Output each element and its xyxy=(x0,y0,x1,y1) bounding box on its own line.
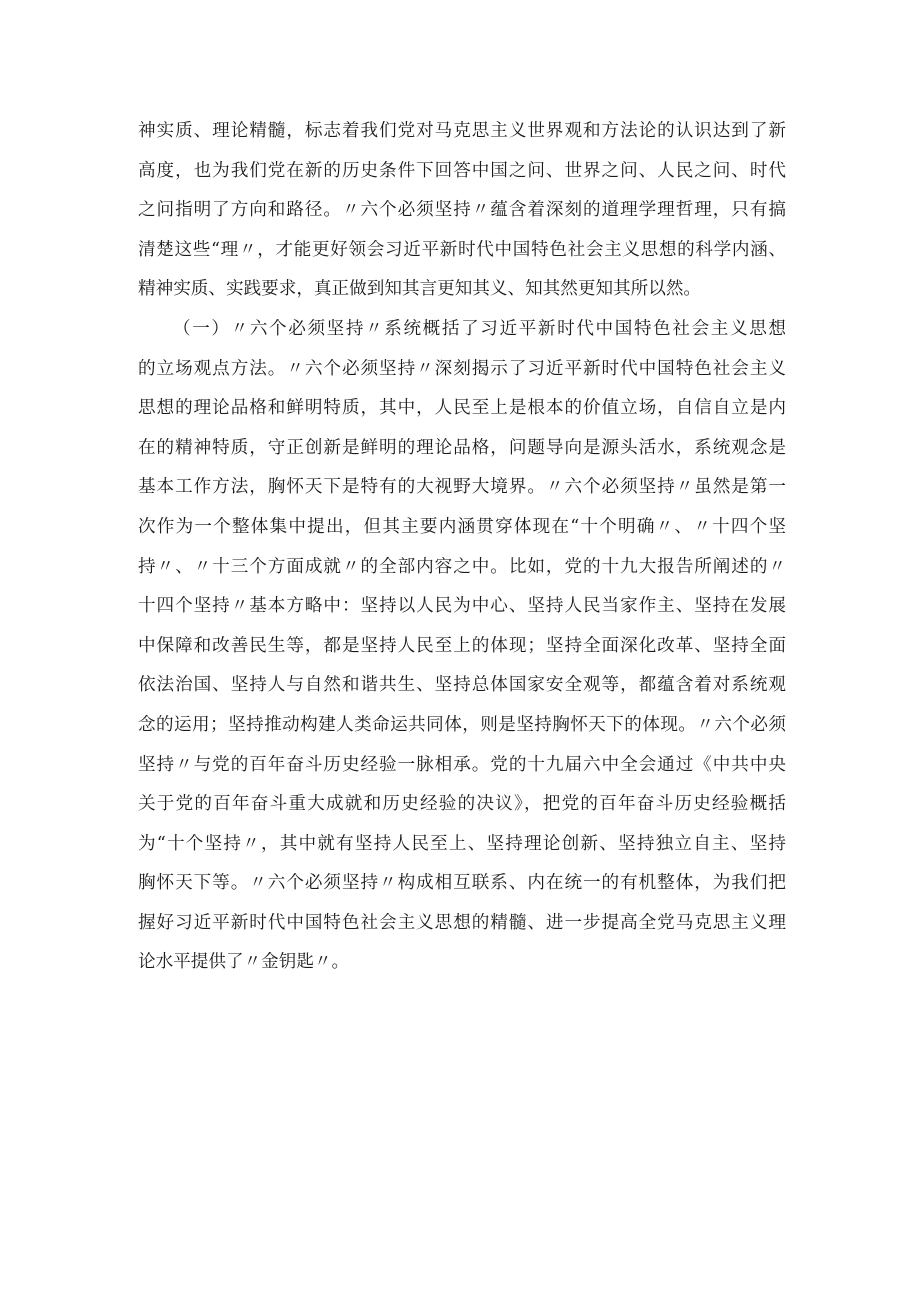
text-line: 念的运用；坚持推动构建人类命运共同体，则是坚持胸怀天下的体现。〃六个必须 xyxy=(138,714,786,735)
text-line: 依法治国、坚持人与自然和谐共生、坚持总体国家安全观等，都蕴含着对系统观 xyxy=(138,675,786,696)
text-line: 坚持〃与党的百年奋斗历史经验一脉相承。党的十九届六中全会通过《中共中央 xyxy=(138,754,786,775)
text-line: 在的精神特质，守正创新是鲜明的理论品格，问题导向是源头活水，系统观念是 xyxy=(138,437,786,458)
text-line: 持〃、〃十三个方面成就〃的全部内容之中。比如，党的十九大报告所阐述的〃 xyxy=(138,556,786,577)
text-line: （一）〃六个必须坚持〃系统概括了习近平新时代中国特色社会主义思想 xyxy=(173,318,786,339)
text-line: 握好习近平新时代中国特色社会主义思想的精髓、进一步提高全党马克思主义理 xyxy=(138,912,786,933)
text-line: 中保障和改善民生等，都是坚持人民至上的体现；坚持全面深化改革、坚持全面 xyxy=(138,635,786,656)
text-line: 高度，也为我们党在新的历史条件下回答中国之问、世界之问、人民之问、时代 xyxy=(138,160,786,181)
text-line: 基本工作方法，胸怀天下是特有的大视野大境界。〃六个必须坚持〃虽然是第一 xyxy=(138,477,786,498)
text-line: 之问指明了方向和路径。〃六个必须坚持〃蕴含着深刻的道理学理哲理，只有搞 xyxy=(138,200,786,221)
paragraph-1 xyxy=(138,112,786,310)
text-line: 为“十个坚持〃，其中就有坚持人民至上、坚持理论创新、坚持独立自主、坚持 xyxy=(138,833,786,854)
text-line: 胸怀天下等。〃六个必须坚持〃构成相互联系、内在统一的有机整体，为我们把 xyxy=(138,873,786,894)
text-line: 的立场观点方法。〃六个必须坚持〃深刻揭示了习近平新时代中国特色社会主义 xyxy=(138,358,786,379)
text-line: 关于党的百年奋斗重大成就和历史经验的决议》，把党的百年奋斗历史经验概括 xyxy=(138,794,786,815)
text-line: 论水平提供了〃金钥匙〃。 xyxy=(138,952,350,973)
text-line: 精神实质、实践要求，真正做到知其言更知其义、知其然更知其所以然。 xyxy=(138,279,702,300)
text-line: 神实质、理论精髓，标志着我们党对马克思主义世界观和方法论的认识达到了新 xyxy=(138,121,786,141)
body-text xyxy=(138,112,786,983)
text-line: 清楚这些“理〃，才能更好领会习近平新时代中国特色社会主义思想的科学内涵、 xyxy=(138,239,786,260)
paragraph-2 xyxy=(138,310,786,983)
text-line: 思想的理论品格和鲜明特质，其中，人民至上是根本的价值立场，自信自立是内 xyxy=(138,398,786,419)
text-line: 次作为一个整体集中提出，但其主要内涵贯穿体现在“十个明确〃、〃十四个坚 xyxy=(138,516,786,537)
text-line: 十四个坚持〃基本方略中：坚持以人民为中心、坚持人民当家作主、坚持在发展 xyxy=(138,596,786,617)
